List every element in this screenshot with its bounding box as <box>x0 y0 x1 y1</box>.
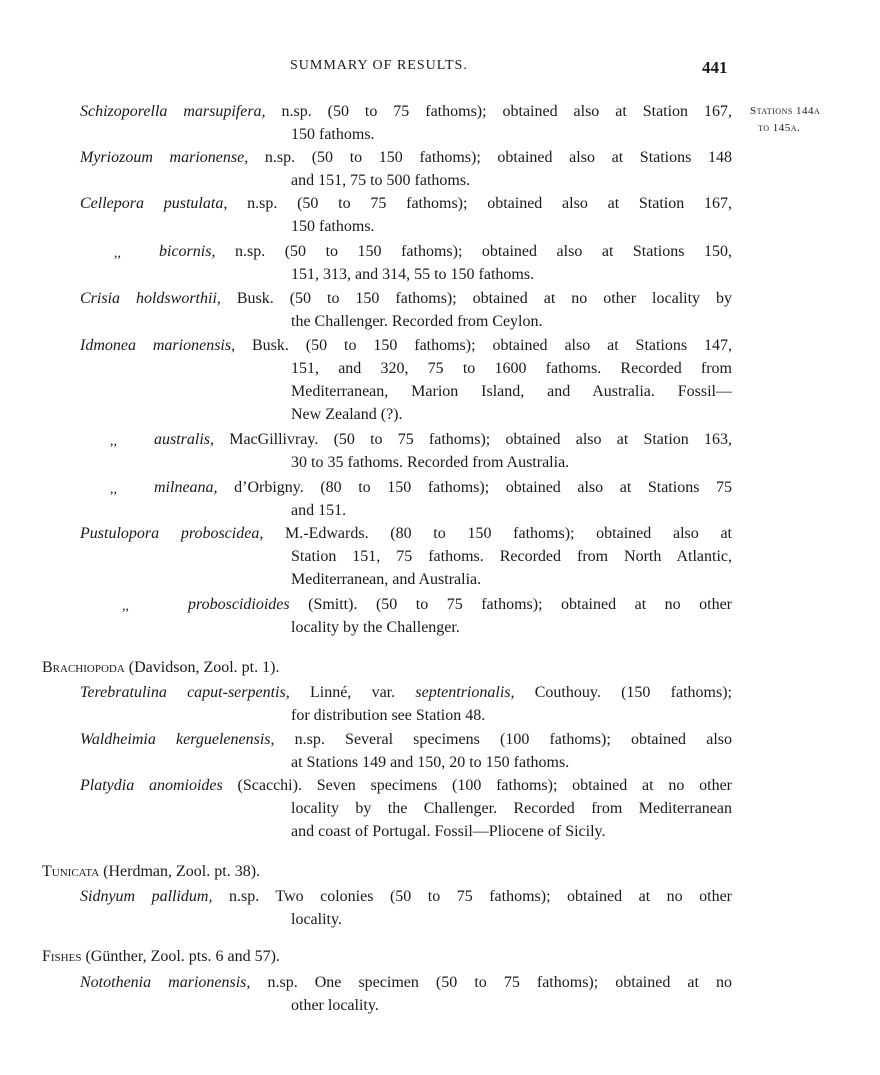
entry-text: (Scacchi). Seven specimens (100 fathoms); obtained at no other <box>222 777 733 794</box>
species-name: Waldheimia kerguelenensis, <box>80 731 275 748</box>
species-name: Terebratulina caput-serpentis, <box>80 684 290 701</box>
entry-text: n.sp. (50 to 150 fathoms); obtained also at Stations 148 <box>248 149 733 166</box>
entry-continuation: New Zealand (?). <box>291 406 403 423</box>
entry-continuation: locality. <box>291 911 342 928</box>
entry-text: M.-Edwards. (80 to 150 fathoms); obtained also at <box>263 525 732 542</box>
entry-continuation: and coast of Portugal. Fossil—Pliocene of Sicily. <box>291 823 606 840</box>
page-number: 441 <box>702 58 728 77</box>
ditto-mark: ,, <box>114 246 121 261</box>
species-name: Crisia holdsworthii, <box>80 290 221 307</box>
section-heading-fishes <box>42 945 280 968</box>
margin-note-line: to 145a. <box>758 122 801 134</box>
group-name: Fishes <box>42 948 82 965</box>
entry-text: (Smitt). (50 to 75 fathoms); obtained at no other <box>289 596 732 613</box>
group-authority: (Davidson, Zool. pt. 1). <box>124 659 280 676</box>
entry-continuation: at Stations 149 and 150, 20 to 150 fathoms. <box>291 754 570 771</box>
entry-text: Busk. (50 to 150 fathoms); obtained at no other locality by <box>220 290 732 307</box>
section-heading-tunicata <box>42 860 260 883</box>
ditto-mark: ,, <box>110 482 117 497</box>
entry-text: Linné, var. <box>289 684 416 701</box>
species-name: Sidnyum pallidum, <box>80 888 213 905</box>
entry-continuation: the Challenger. Recorded from Ceylon. <box>291 313 543 330</box>
entry-continuation: Mediterranean, Marion Island, and Australia. Fossil— <box>291 383 732 400</box>
group-authority: (Günther, Zool. pts. 6 and 57). <box>81 948 280 965</box>
entry-text: d’Orbigny. (80 to 150 fathoms); obtained also at Stations 75 <box>217 479 732 496</box>
entry-continuation: Station 151, 75 fathoms. Recorded from North Atlantic, <box>291 548 732 565</box>
species-name: Pustulopora proboscidea, <box>80 525 264 542</box>
entry-continuation: other locality. <box>291 997 379 1014</box>
species-name: Schizoporella marsupifera, <box>80 103 266 120</box>
species-name: milneana, <box>154 479 218 496</box>
section-heading-brachiopoda <box>42 656 279 679</box>
group-authority: (Herdman, Zool. pt. 38). <box>99 863 261 880</box>
entry-text: n.sp. One specimen (50 to 75 fathoms); obtained at no <box>250 974 732 991</box>
running-head: SUMMARY OF RESULTS. <box>290 58 468 73</box>
entry-continuation: 150 fathoms. <box>291 218 375 235</box>
entry-text: n.sp. (50 to 75 fathoms); obtained also at Station 167, <box>265 103 732 120</box>
entry-text: n.sp. (50 to 75 fathoms); obtained also at Station 167, <box>227 195 732 212</box>
entry-continuation: 30 to 35 fathoms. Recorded from Australia. <box>291 454 570 471</box>
entry-continuation: locality by the Challenger. <box>291 619 460 636</box>
species-name: bicornis, <box>159 243 216 260</box>
entry-text: Busk. (50 to 150 fathoms); obtained also at Stations 147, <box>235 337 732 354</box>
entry-continuation: 151, 313, and 314, 55 to 150 fathoms. <box>291 266 535 283</box>
species-name: Idmonea marionensis, <box>80 337 236 354</box>
entry-continuation: and 151. <box>291 502 347 519</box>
species-name: australis, <box>154 431 215 448</box>
margin-note-line: Stations 144a <box>750 105 821 117</box>
species-name: Cellepora pustulata, <box>80 195 228 212</box>
entry-continuation: 151, and 320, 75 to 1600 fathoms. Recorded from <box>291 360 732 377</box>
entry-text: MacGillivray. (50 to 75 fathoms); obtained also at Station 163, <box>214 431 732 448</box>
entry-continuation: locality by the Challenger. Recorded from Mediterranean <box>291 800 732 817</box>
group-name: Tunicata <box>42 863 100 880</box>
species-name: Platydia anomioides <box>80 777 223 794</box>
entry-continuation: for distribution see Station 48. <box>291 707 486 724</box>
entry-text: n.sp. Two colonies (50 to 75 fathoms); obtained at no other <box>212 888 733 905</box>
variety-name: septentrionalis, <box>415 684 515 701</box>
margin-note-stations <box>750 103 860 137</box>
ditto-mark: ,, <box>110 434 117 449</box>
species-name: Notothenia marionensis, <box>80 974 251 991</box>
group-name: Brachiopoda <box>42 659 125 676</box>
entry-text: n.sp. Several specimens (100 fathoms); obtained also <box>274 731 732 748</box>
entry-text: n.sp. (50 to 150 fathoms); obtained also at Stations 150, <box>215 243 732 260</box>
entry-continuation: Mediterranean, and Australia. <box>291 571 482 588</box>
ditto-mark: ,, <box>122 599 129 614</box>
entry-continuation: and 151, 75 to 500 fathoms. <box>291 172 471 189</box>
entry-continuation: 150 fathoms. <box>291 126 375 143</box>
species-name: Myriozoum marionense, <box>80 149 249 166</box>
entry-text: Couthouy. (150 fathoms); <box>514 684 732 701</box>
species-name: proboscidioides <box>188 596 290 613</box>
